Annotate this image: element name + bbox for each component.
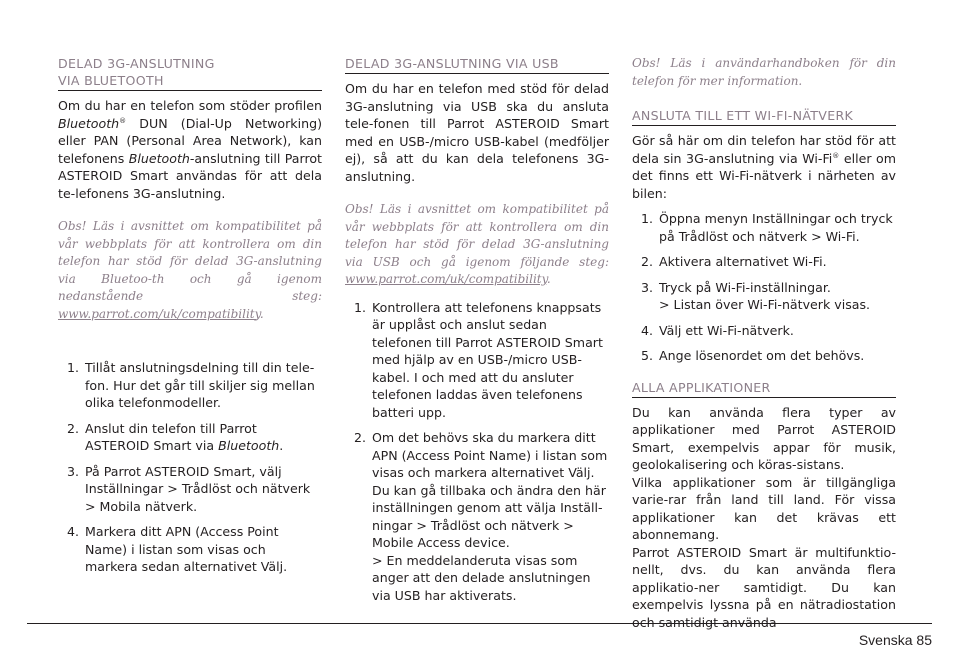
list-item: [632, 322, 896, 340]
footer-divider: [27, 623, 932, 624]
step-number: 3.: [67, 463, 80, 479]
step-text: Välj ett Wi-Fi-nätverk.: [659, 322, 794, 338]
intro-text-a: Om du har en telefon som stöder profilen: [58, 98, 322, 113]
list-item: [632, 347, 896, 365]
bluetooth-steps: [58, 359, 322, 576]
list-item: [632, 210, 896, 245]
list-item: [345, 429, 609, 604]
registered-mark: ®: [832, 151, 840, 160]
step-number: 1.: [641, 211, 654, 226]
step-text: Om det behövs ska du markera ditt APN (Access Point Name) i listan som visas och markera alternativet Välj.: [372, 430, 608, 480]
step-text: Tillåt anslutningsdelning till din tele-fon. Hur det går till skiljer sig mellan olika telefonmodeller.: [85, 360, 315, 410]
step-em: Bluetooth: [218, 438, 280, 453]
compatibility-link[interactable]: www.parrot.com/uk/compatibility: [58, 306, 260, 321]
heading-line-1: DELAD 3G-ANSLUTNING: [58, 56, 215, 71]
step-number: 1.: [67, 360, 80, 375]
usb-steps: [345, 299, 609, 605]
step-text: Tryck på Wi-Fi-inställningar.: [659, 279, 831, 295]
apps-paragraph-3: Parrot ASTEROID Smart är multifunktio-nellt, dvs. du kan använda flera applikatio-ner samtidigt. Du kan exempelvis lyssna på en nätradiostation och samtidigt använda: [632, 544, 896, 630]
step-text: På Parrot ASTEROID Smart, välj Inställningar > Trådlöst och nätverk > Mobila nätverk.: [85, 463, 311, 514]
note-end: .: [259, 306, 264, 321]
step-text: Kontrollera att telefonens knappsats är upplåst och anslut sedan telefonen till Parrot ASTEROID Smart med hjälp av en USB-/micro USB-kabel. I och med att du ansluter telefonen laddas även telefonens batteri upp.: [372, 299, 603, 420]
list-item: [58, 523, 322, 576]
step-number: 2.: [354, 430, 367, 445]
usb-intro: Om du har en telefon med stöd för delad 3G-anslutning via USB ska du ansluta tele-fonen till Parrot ASTEROID Smart med en USB-/micro USB-kabel (medföljer ej), så att du kan dela telefonens 3G-anslutning.: [345, 81, 609, 184]
list-item: [632, 253, 896, 271]
step-number: 1.: [354, 299, 367, 315]
bluetooth-intro: [58, 97, 322, 202]
note-end: .: [546, 272, 551, 286]
step-subtext: Du kan gå tillbaka och ändra den här inställningen genom att välja Inställ-ningar > Trådlöst och nätverk > Mobile Access device.: [372, 482, 606, 550]
step-text: Anslut din telefon till Parrot ASTEROID Smart via: [85, 420, 257, 453]
apps-paragraph-1: Du kan använda flera typer av applikationer med Parrot ASTEROID Smart, exempelvis appar för musik, geolokalisering och köras-sistans.: [632, 404, 896, 472]
section-heading-wifi: ANSLUTA TILL ETT WI-FI-NÄTVERK: [632, 107, 896, 126]
list-item: [58, 420, 322, 455]
step-number: 4.: [67, 524, 80, 539]
usb-compat-note: [345, 201, 609, 289]
intro-text-d: DUN (Dial-Up Networking) eller PAN (Personal Area Network), kan telefonens: [58, 115, 322, 166]
apps-paragraph-2: Vilka applikationer som är tillgängliga varie-rar från land till land. För vissa applikationer kan det krävas ett abonnemang.: [632, 474, 896, 542]
step-end: .: [279, 438, 284, 453]
step-number: 4.: [641, 322, 654, 338]
step-number: 3.: [641, 279, 654, 295]
list-item: [58, 463, 322, 516]
intro-text-f: -anslutning till Parrot ASTEROID Smart användas för att dela te-lefonens 3G-anslutning.: [58, 150, 322, 201]
step-number: 2.: [641, 254, 654, 269]
wifi-intro-a: Gör så här om din telefon har stöd för att dela sin 3G-anslutning via Wi-Fi: [632, 133, 896, 166]
heading-line-2: VIA BLUETOOTH: [58, 73, 164, 88]
intro-bluetooth-term-2: Bluetooth: [128, 150, 190, 166]
step-text: Aktivera alternativet Wi-Fi.: [659, 254, 827, 269]
step-result: > En meddelanderuta visas som anger att den delade anslutningen via USB har aktiverats.: [372, 552, 591, 603]
list-item: [632, 279, 896, 314]
step-number: 5.: [641, 348, 654, 363]
wifi-steps: [632, 210, 896, 365]
step-number: 2.: [67, 420, 80, 436]
list-item: [345, 299, 609, 422]
note-text: Obs! Läs i avsnittet om kompatibilitet på vår webbplats för att kontrollera om din telefon har stöd för delad 3G-anslutning via Bluetoo-th och gå igenom nedanstående steg:: [58, 219, 322, 303]
step-text: Öppna menyn Inställningar och tryck på Trådlöst och nätverk > Wi-Fi.: [659, 211, 893, 244]
column-usb: [345, 55, 609, 604]
phone-manual-note: Obs! Läs i användarhandboken för din telefon för mer information.: [632, 56, 896, 88]
step-text: Markera ditt APN (Access Point Name) i listan som visas och markera sedan alternativet Välj.: [85, 524, 288, 574]
section-heading-apps: ALLA APPLIKATIONER: [632, 379, 896, 398]
column-bluetooth: [58, 55, 322, 576]
page-number: Svenska 85: [858, 632, 932, 648]
intro-bluetooth-term: Bluetooth: [58, 115, 120, 131]
registered-mark: ®: [119, 116, 127, 125]
compatibility-link[interactable]: www.parrot.com/uk/compatibility: [345, 272, 547, 286]
section-heading-usb: DELAD 3G-ANSLUTNING VIA USB: [345, 55, 609, 74]
column-wifi-apps: [632, 55, 896, 631]
wifi-intro-c: eller om det finns ett Wi-Fi-nätverk i närheten av bilen:: [632, 150, 897, 201]
step-result: > Listan över Wi-Fi-nätverk visas.: [659, 297, 871, 312]
step-text: Ange lösenordet om det behövs.: [659, 348, 865, 363]
note-text: Obs! Läs i avsnittet om kompatibilitet på vår webbplats för att kontrollera om din telefon har stöd för delad 3G-anslutning via USB och gå igenom följande steg:: [345, 202, 609, 269]
list-item: [58, 359, 322, 412]
section-heading-bluetooth: [58, 55, 322, 91]
wifi-intro: [632, 132, 896, 202]
bluetooth-compat-note: [58, 218, 322, 323]
